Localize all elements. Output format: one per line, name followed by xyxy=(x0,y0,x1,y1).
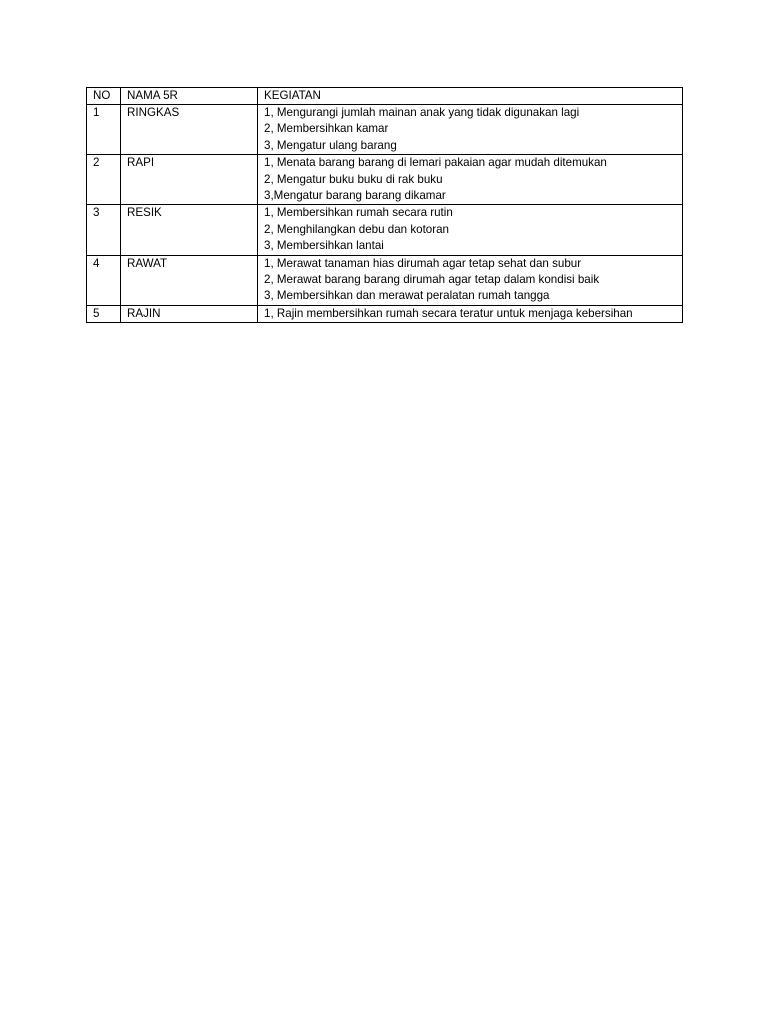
table-row xyxy=(87,205,683,255)
table-row xyxy=(87,155,683,205)
header-no: NO xyxy=(87,88,121,105)
activity-item: 1, Merawat tanaman hias dirumah agar tetap sehat dan subur xyxy=(264,256,582,270)
row-name: RESIK xyxy=(121,205,258,255)
row-activities xyxy=(258,305,683,322)
activity-item: 1, Rajin membersihkan rumah secara teratur untuk menjaga kebersihan xyxy=(264,306,633,320)
row-number: 2 xyxy=(87,155,121,205)
table-row xyxy=(87,105,683,155)
activity-item: 2, Menghilangkan debu dan kotoran xyxy=(264,222,449,236)
row-name: RAJIN xyxy=(121,305,258,322)
row-number: 3 xyxy=(87,205,121,255)
activity-item: 1, Menata barang barang di lemari pakaian agar mudah ditemukan xyxy=(264,156,607,170)
row-name: RAPI xyxy=(121,155,258,205)
row-activities xyxy=(258,155,683,205)
table-row xyxy=(87,255,683,305)
activity-item: 3, Membersihkan dan merawat peralatan rumah tangga xyxy=(264,289,550,303)
activity-item: 2, Mengatur buku buku di rak buku xyxy=(264,172,443,186)
activity-item: 3, Mengatur ulang barang xyxy=(264,138,397,152)
header-name: NAMA 5R xyxy=(121,88,258,105)
row-activities xyxy=(258,205,683,255)
table-header-row xyxy=(87,88,683,105)
5r-activity-table xyxy=(86,87,683,323)
table-row xyxy=(87,305,683,322)
activity-item: 1, Mengurangi jumlah mainan anak yang tidak digunakan lagi xyxy=(264,106,580,119)
activity-item: 3, Membersihkan lantai xyxy=(264,239,384,253)
row-activities xyxy=(258,255,683,305)
row-number: 4 xyxy=(87,255,121,305)
row-activities xyxy=(258,105,683,155)
row-number: 5 xyxy=(87,305,121,322)
row-name: RINGKAS xyxy=(121,105,258,155)
activity-item: 1, Membersihkan rumah secara rutin xyxy=(264,206,453,220)
activity-item: 2, Merawat barang barang dirumah agar tetap dalam kondisi baik xyxy=(264,273,600,287)
header-activity: KEGIATAN xyxy=(258,88,683,105)
row-name: RAWAT xyxy=(121,255,258,305)
activity-item: 2, Membersihkan kamar xyxy=(264,122,389,136)
row-number: 1 xyxy=(87,105,121,155)
activity-item: 3,Mengatur barang barang dikamar xyxy=(264,189,446,203)
